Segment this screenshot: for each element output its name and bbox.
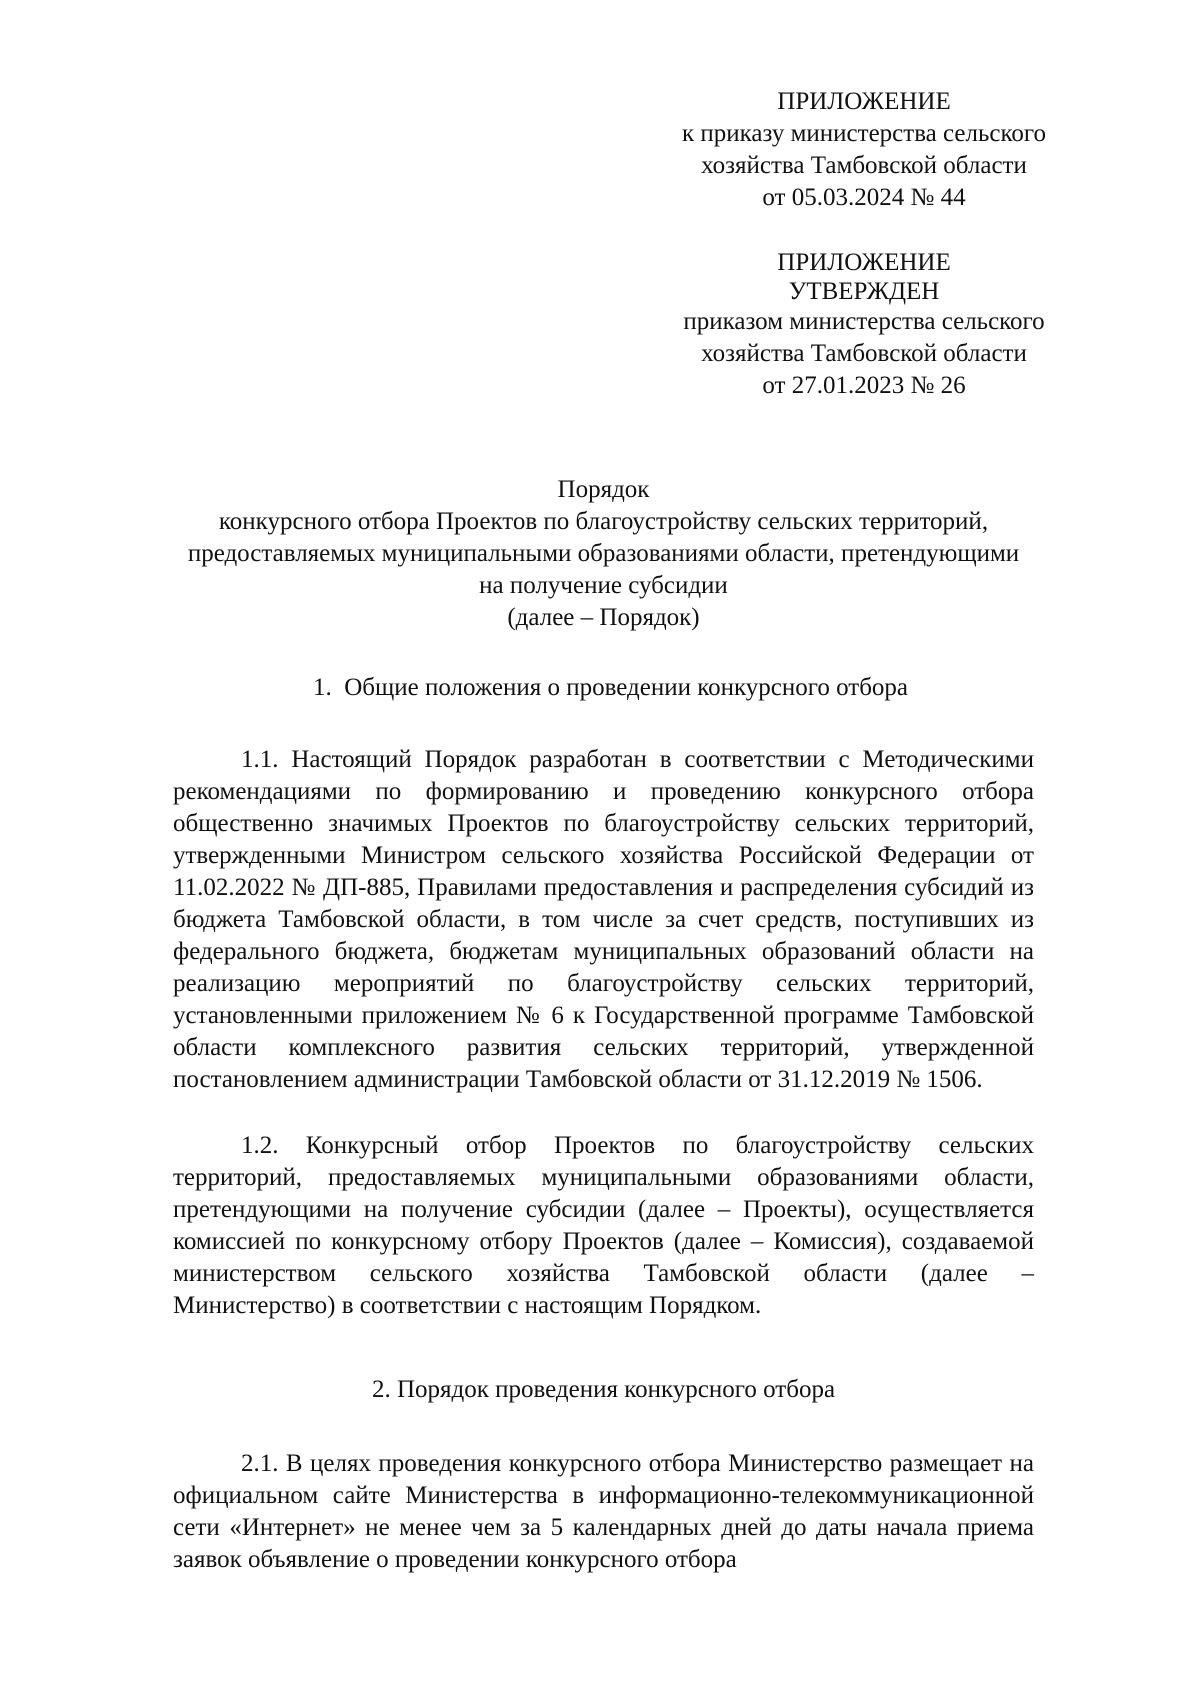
- paragraph: 1.1. Настоящий Порядок разработан в соответствии с Методическими рекомендациями по формированию и проведению конкурсного отбора общественно значимых Проектов по благоустройству сельских территорий, утвержденными Министром сельского хозяйства Российской Федерации от 11.02.2022 № ДП-885, Правилами предоставления и распределения субсидий из бюджета Тамбовской области, в том числе за счет средств, поступивших из федерального бюджета, бюджетам муниципальных образований области на реализацию мероприятий по благоустройству сельских территорий, установленными приложением № 6 к Государственной программе Тамбовской области комплексного развития сельских территорий, утвержденной постановлением администрации Тамбовской области от 31.12.2019 № 1506.: [173, 746, 1034, 1093]
- attachment-previous-block: [673, 248, 1055, 402]
- section-heading: 2. Порядок проведения конкурсного отбора: [371, 1376, 836, 1403]
- title-line: предоставляемых муниципальными образованиями области, претендующими: [187, 540, 1020, 567]
- document-title: [163, 474, 1044, 634]
- attachment-date-line: от 27.01.2023 № 26: [762, 372, 966, 399]
- attachment-order-line: приказом министерства сельского: [683, 308, 1045, 335]
- title-line: Порядок: [557, 476, 650, 503]
- attachment-current-block: [673, 86, 1055, 214]
- attachment-ministry-line: хозяйства Тамбовской области: [701, 340, 1027, 367]
- paragraph: 2.1. В целях проведения конкурсного отбора Министерство размещает на официальном сайте Министерства в информационно-телекоммуникационной сети «Интернет» не менее чем за 5 календарных дней до даты начала приема заявок объявление о проведении конкурсного отбора: [173, 1450, 1034, 1573]
- attachment-order-line: к приказу министерства сельского: [681, 120, 1046, 147]
- title-line: (далее – Порядок): [507, 604, 700, 631]
- section-heading: 1. Общие положения о проведении конкурсного отбора: [313, 674, 909, 701]
- title-line: на получение субсидии: [479, 572, 728, 599]
- attachment-heading: ПРИЛОЖЕНИЕ: [777, 88, 951, 115]
- attachment-heading: ПРИЛОЖЕНИЕ: [777, 249, 951, 276]
- paragraph: 1.2. Конкурсный отбор Проектов по благоустройству сельских территорий, предоставляемых муниципальными образованиями области, претендующими на получение субсидии (далее – Проекты), осуществляется комиссией по конкурсному отбору Проектов (далее – Комиссия), создаваемой министерством сельского хозяйства Тамбовской области (далее – Министерство) в соответствии с настоящим Порядком.: [173, 1132, 1034, 1319]
- attachment-date-line: от 05.03.2024 № 44: [762, 184, 966, 211]
- attachment-ministry-line: хозяйства Тамбовской области: [701, 152, 1027, 179]
- document-page: [173, 0, 1046, 1697]
- title-line: конкурсного отбора Проектов по благоустройству сельских территорий,: [218, 508, 989, 535]
- approved-label: УТВЕРЖДЕН: [788, 278, 940, 305]
